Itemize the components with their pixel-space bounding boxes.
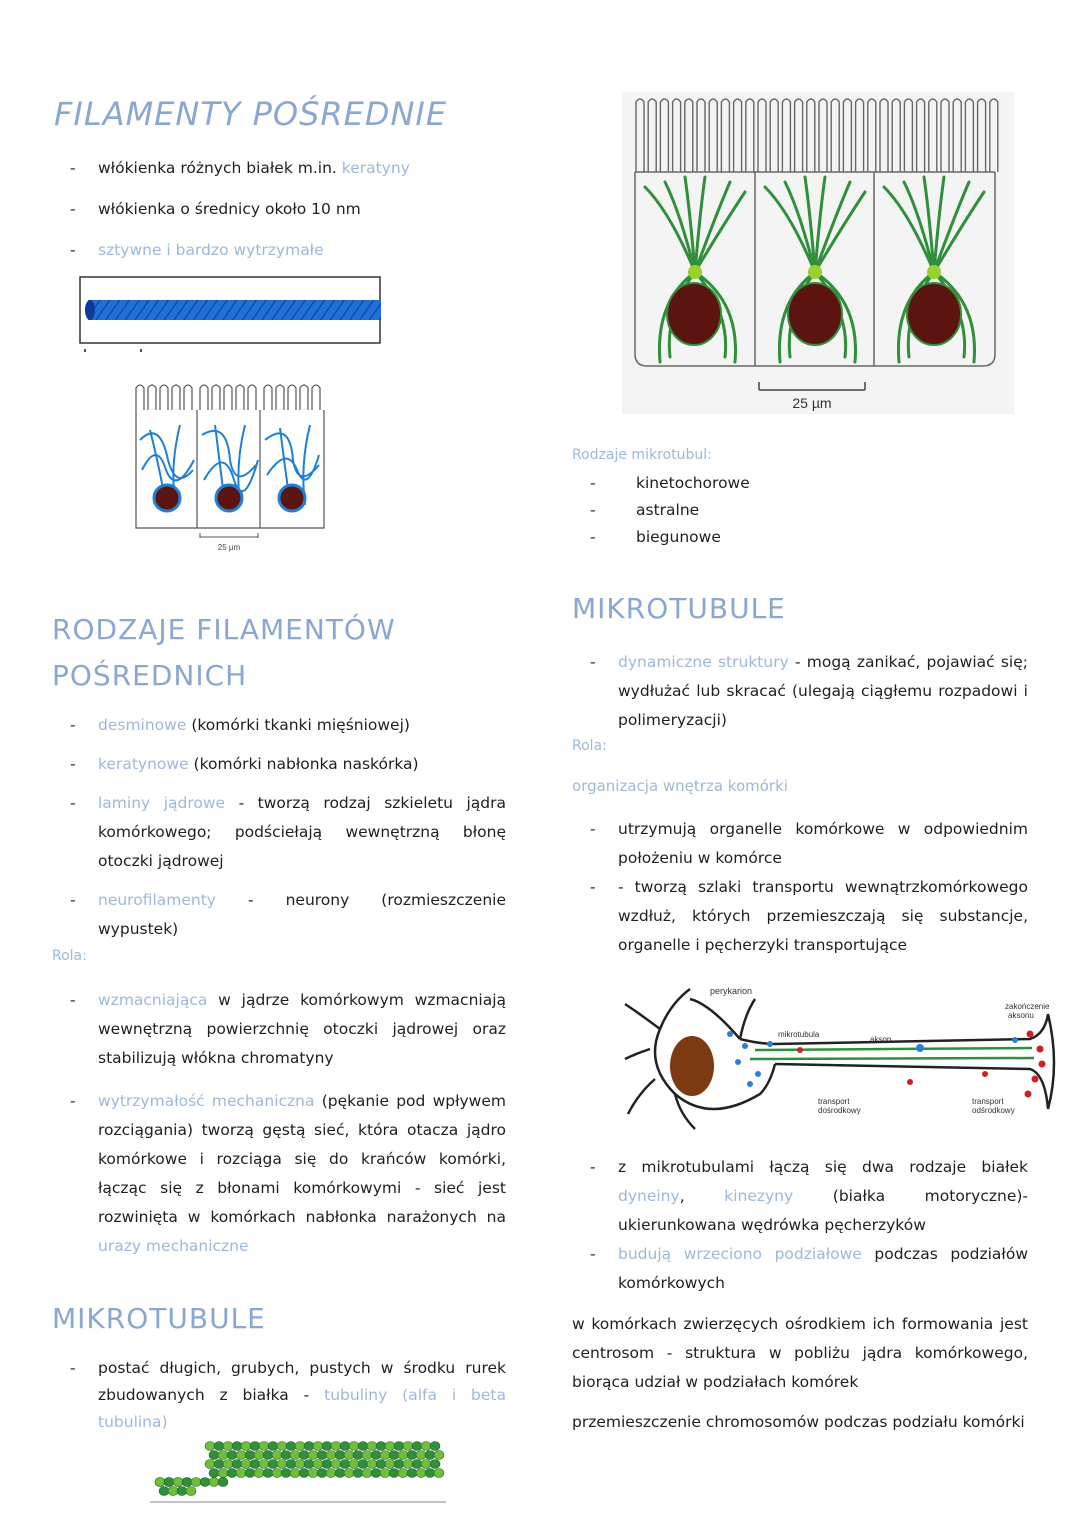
filament-types-list bbox=[52, 711, 506, 944]
list-item: - budują wrzeciono podziałowe podczas podziałów komórkowych bbox=[572, 1240, 1028, 1298]
tubulin-bead bbox=[403, 1460, 413, 1469]
list-item: - dynamiczne struktury - mogą zanikać, pojawiać się; wydłużać lub skracać (ulegają ciągłemu rozpadowi i polimeryzacji) bbox=[572, 648, 1028, 735]
tubulin-bead bbox=[385, 1460, 395, 1469]
tubulin-bead bbox=[389, 1451, 399, 1460]
tubulin-bead bbox=[425, 1451, 435, 1460]
tubulin-bead bbox=[186, 1487, 196, 1496]
tubulin-bead bbox=[322, 1460, 332, 1469]
tubulin-bead bbox=[326, 1451, 336, 1460]
tubulin-bead bbox=[281, 1469, 291, 1478]
tubulin-bead bbox=[376, 1460, 386, 1469]
tubulin-bead bbox=[430, 1460, 440, 1469]
list-item: - utrzymują organelle komórkowe w odpowiednim położeniu w komórce bbox=[572, 815, 1028, 873]
list-item: - keratynowe (komórki nabłonka naskórka) bbox=[52, 750, 506, 779]
heading-mikrotubule-right: MIKROTUBULE bbox=[572, 592, 786, 625]
tubulin-bead bbox=[340, 1442, 350, 1451]
list-item: - wzmacniająca w jądrze komórkowym wzmacniają wewnętrzną powierzchnię otoczki jądrowej oraz stabilizują włókna chromatyny bbox=[52, 986, 506, 1073]
tubulin-bead bbox=[385, 1442, 395, 1451]
tubulin-bead bbox=[434, 1451, 444, 1460]
tubulin-bead bbox=[430, 1442, 440, 1451]
tubulin-bead bbox=[236, 1451, 246, 1460]
tubulin-bead bbox=[295, 1460, 305, 1469]
list-item: - astralne bbox=[572, 497, 750, 524]
microtubule-types-list bbox=[572, 470, 750, 551]
tubulin-bead bbox=[421, 1442, 431, 1451]
tubulin-bead bbox=[371, 1451, 381, 1460]
heading-mikrotubule-left: MIKROTUBULE bbox=[52, 1302, 266, 1335]
tubulin-bead bbox=[398, 1469, 408, 1478]
scale-label: 25 µm bbox=[792, 395, 832, 411]
tubulin-bead bbox=[250, 1460, 260, 1469]
tubulin-bead bbox=[331, 1460, 341, 1469]
tubulin-bead bbox=[164, 1478, 174, 1487]
tubulin-bead bbox=[425, 1469, 435, 1478]
tubulin-bead bbox=[232, 1460, 242, 1469]
tubulin-bead bbox=[286, 1442, 296, 1451]
tubulin-bead bbox=[367, 1442, 377, 1451]
mikrotubula-label: mikrotubula bbox=[778, 1030, 820, 1039]
microtubule-types-label: Rodzaje mikrotubul: bbox=[572, 447, 712, 463]
list-item: - laminy jądrowe - tworzą rodzaj szkieletu jądra komórkowego; podściełają wewnętrzną błonę otoczki jądrowej bbox=[52, 789, 506, 876]
transport-dosrodkowy-label: transport bbox=[818, 1097, 850, 1106]
tubulin-bead bbox=[317, 1469, 327, 1478]
tubulin-bead bbox=[232, 1442, 242, 1451]
tubulin-bead bbox=[362, 1469, 372, 1478]
tubulin-bead bbox=[344, 1469, 354, 1478]
tubulin-bead bbox=[326, 1469, 336, 1478]
tubulin-bead bbox=[407, 1451, 417, 1460]
tubulin-bead bbox=[200, 1478, 210, 1487]
tubulin-bead bbox=[177, 1487, 187, 1496]
list-item: - neurofilamenty - neurony (rozmieszczenie wypustek) bbox=[52, 886, 506, 944]
tubulin-bead bbox=[349, 1442, 359, 1451]
tubulin-bead bbox=[340, 1460, 350, 1469]
intermediate-filaments-cells-image bbox=[130, 380, 330, 555]
tubulin-bead bbox=[380, 1451, 390, 1460]
akson-label: akson bbox=[870, 1035, 892, 1044]
motor-proteins-list bbox=[572, 1153, 1028, 1298]
tubulin-bead bbox=[209, 1451, 219, 1460]
scale-label: 25 µm bbox=[217, 543, 241, 552]
tubulin-bead bbox=[277, 1442, 287, 1451]
tubulin-bead bbox=[159, 1487, 169, 1496]
tubulin-bead bbox=[209, 1469, 219, 1478]
tubulin-bead bbox=[277, 1460, 287, 1469]
tubulin-bead bbox=[421, 1460, 431, 1469]
tubulin-bead bbox=[290, 1469, 300, 1478]
tubulin-bead bbox=[304, 1460, 314, 1469]
tubulin-bead bbox=[218, 1451, 228, 1460]
tubulin-bead bbox=[241, 1442, 251, 1451]
transport-odsrodkowy-label: transport bbox=[972, 1097, 1004, 1106]
tubulin-bead bbox=[313, 1442, 323, 1451]
tubulin-bead bbox=[304, 1442, 314, 1451]
tubulin-bead bbox=[173, 1478, 183, 1487]
transport-dosrodkowy-label-2: dośrodkowy bbox=[818, 1106, 861, 1115]
tubulin-bead bbox=[191, 1478, 201, 1487]
tubulin-bead bbox=[214, 1442, 224, 1451]
tubulin-bead bbox=[394, 1460, 404, 1469]
tubulin-bead bbox=[168, 1487, 178, 1496]
tubulin-bead bbox=[281, 1451, 291, 1460]
filament-features-list bbox=[52, 148, 512, 271]
tubulin-bead bbox=[290, 1451, 300, 1460]
transport-odsrodkowy-label-2: odśrodkowy bbox=[972, 1106, 1015, 1115]
microtubule-cells-image bbox=[622, 92, 1014, 414]
role-label: Rola: bbox=[52, 948, 87, 964]
tubulin-bead bbox=[259, 1442, 269, 1451]
tubulin-bead bbox=[398, 1451, 408, 1460]
tubulin-bead bbox=[416, 1451, 426, 1460]
list-item: - sztywne i bardzo wytrzymałe bbox=[52, 230, 512, 271]
tubulin-bead bbox=[268, 1460, 278, 1469]
chromosome-paragraph: przemieszczenie chromosomów podczas podziału komórki bbox=[572, 1413, 1025, 1431]
centrosome-paragraph: w komórkach zwierzęcych ośrodkiem ich formowania jest centrosom - struktura w pobliżu jądra komórkowego, biorąca udział w podziałach komórek bbox=[572, 1315, 1028, 1391]
tubulin-bead bbox=[376, 1442, 386, 1451]
tubulin-bead bbox=[353, 1469, 363, 1478]
tubulin-bead bbox=[358, 1460, 368, 1469]
tubulin-bead bbox=[317, 1451, 327, 1460]
tubulin-bead bbox=[218, 1478, 228, 1487]
tubulin-bead bbox=[412, 1442, 422, 1451]
role-label: Rola: bbox=[572, 738, 607, 754]
tubulin-bead bbox=[223, 1442, 233, 1451]
filament-roles-list bbox=[52, 986, 506, 1261]
tubulin-bead bbox=[263, 1451, 273, 1460]
tubulin-bead bbox=[223, 1460, 233, 1469]
tubulin-bead bbox=[412, 1460, 422, 1469]
list-item: - z mikrotubulami łączą się dwa rodzaje białek dyneiny, kinezyny (białka motoryczne)-ukierunkowana wędrówka pęcherzyków bbox=[572, 1153, 1028, 1240]
list-item: - biegunowe bbox=[572, 524, 750, 551]
list-item: - włókienka różnych białek m.in. keratyny bbox=[52, 148, 512, 189]
heading-filamenty-posrednie: FILAMENTY POŚREDNIE bbox=[54, 95, 448, 133]
tubulin-bead bbox=[254, 1469, 264, 1478]
tubulin-bead bbox=[236, 1469, 246, 1478]
tubulin-bead bbox=[367, 1460, 377, 1469]
heading-rodzaje-filamentow: RODZAJE FILAMENTÓW POŚREDNICH bbox=[52, 613, 396, 692]
tubulin-bead bbox=[322, 1442, 332, 1451]
list-item: - desminowe (komórki tkanki mięśniowej) bbox=[52, 711, 506, 740]
tubulin-bead bbox=[205, 1442, 215, 1451]
tubulin-bead bbox=[250, 1442, 260, 1451]
organization-label: organizacja wnętrza komórki bbox=[572, 777, 788, 795]
tubulin-bead bbox=[407, 1469, 417, 1478]
tubulin-bead bbox=[308, 1451, 318, 1460]
tubulin-bead bbox=[268, 1442, 278, 1451]
tubulin-bead bbox=[227, 1451, 237, 1460]
tubulin-bead bbox=[389, 1469, 399, 1478]
tubulin-bead bbox=[272, 1469, 282, 1478]
filament-rod-image bbox=[78, 275, 384, 355]
tubulin-bead bbox=[286, 1460, 296, 1469]
tubulin-bead bbox=[214, 1460, 224, 1469]
list-item: - włókienka o średnicy około 10 nm bbox=[52, 189, 512, 230]
tubulin-bead bbox=[349, 1460, 359, 1469]
zakonczenie-label-2: aksonu bbox=[1008, 1011, 1034, 1020]
tubulin-bead bbox=[272, 1451, 282, 1460]
tubulin-bead bbox=[254, 1451, 264, 1460]
nucleus bbox=[670, 1036, 714, 1096]
tubulin-bead bbox=[299, 1469, 309, 1478]
tubulin-bead bbox=[362, 1451, 372, 1460]
tubulin-bead bbox=[241, 1460, 251, 1469]
organization-list bbox=[572, 815, 1028, 960]
tubulin-bead bbox=[380, 1469, 390, 1478]
tubulin-bead bbox=[155, 1478, 165, 1487]
tubulin-bead bbox=[331, 1442, 341, 1451]
microtubule-desc-list bbox=[52, 1355, 506, 1436]
list-item: - - tworzą szlaki transportu wewnątrzkomórkowego wzdłuż, których przemieszczają się substancje, organelle i pęcherzyki transportujące bbox=[572, 873, 1028, 960]
tubulin-bead bbox=[308, 1469, 318, 1478]
tubulin-bead bbox=[299, 1451, 309, 1460]
axon-transport-diagram bbox=[620, 984, 1060, 1134]
tubulin-bead bbox=[358, 1442, 368, 1451]
tubulin-bead bbox=[259, 1460, 269, 1469]
tubulin-bead bbox=[371, 1469, 381, 1478]
tubulin-bead bbox=[434, 1469, 444, 1478]
list-item: - postać długich, grubych, pustych w środku rurek zbudowanych z białka - tubuliny (alfa i beta tubulina) bbox=[52, 1355, 506, 1436]
list-item: - wytrzymałość mechaniczna (pękanie pod wpływem rozciągania) tworzą gęstą sieć, która otacza jądro komórkowe i rozciąga się do krańców komórki, łącząc się z błonami komórkowymi - sieć jest rozwinięta w komórkach nabłonka narażonych na urazy mechaniczne bbox=[52, 1087, 506, 1261]
zakonczenie-label: zakończenie bbox=[1005, 1002, 1050, 1011]
tubulin-bead bbox=[416, 1469, 426, 1478]
microtubule-structure-image bbox=[150, 1430, 450, 1505]
tubulin-bead bbox=[227, 1469, 237, 1478]
tubulin-bead bbox=[353, 1451, 363, 1460]
tubulin-bead bbox=[205, 1460, 215, 1469]
tubulin-bead bbox=[335, 1469, 345, 1478]
tubulin-bead bbox=[335, 1451, 345, 1460]
filament-rod bbox=[88, 300, 381, 320]
tubulin-bead bbox=[209, 1478, 219, 1487]
tubulin-bead bbox=[263, 1469, 273, 1478]
tubulin-bead bbox=[245, 1469, 255, 1478]
tubulin-bead bbox=[295, 1442, 305, 1451]
tubulin-bead bbox=[245, 1451, 255, 1460]
tubulin-bead bbox=[182, 1478, 192, 1487]
dynamic-structures-list bbox=[572, 648, 1028, 735]
list-item: - kinetochorowe bbox=[572, 470, 750, 497]
tubulin-bead bbox=[313, 1460, 323, 1469]
tubulin-bead bbox=[394, 1442, 404, 1451]
tubulin-bead bbox=[344, 1451, 354, 1460]
tubulin-bead bbox=[403, 1442, 413, 1451]
perikarion-label: perykarion bbox=[710, 986, 753, 996]
tubulin-bead bbox=[218, 1469, 228, 1478]
